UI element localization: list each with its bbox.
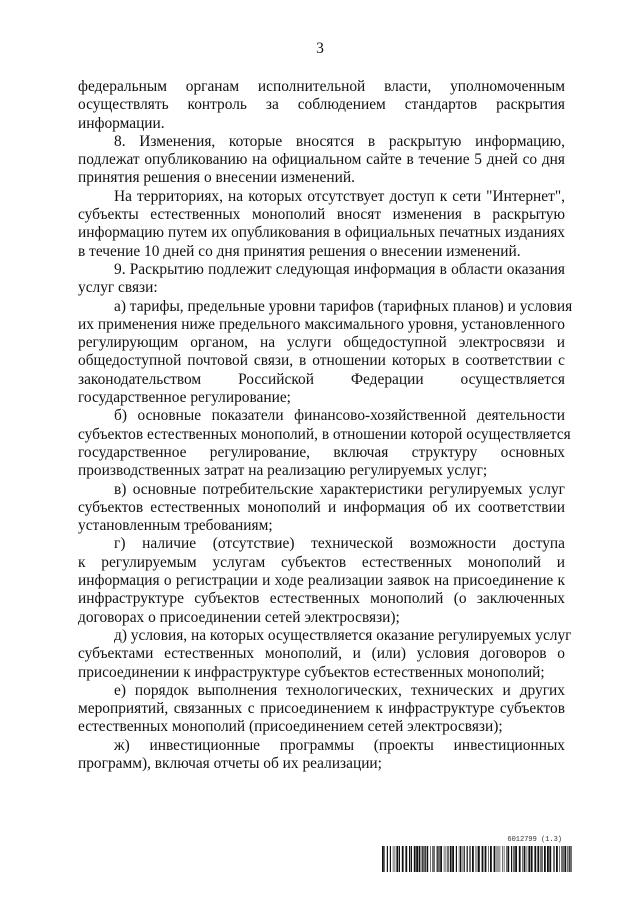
text-line: г) наличие (отсутствие) технической возможности доступа	[114, 535, 565, 553]
paragraph	[78, 481, 565, 536]
barcode-bar	[502, 846, 503, 872]
barcode-bar	[393, 846, 394, 872]
barcode-bar	[549, 846, 551, 872]
barcode-bar	[395, 846, 396, 872]
paragraph	[78, 737, 565, 774]
paragraph	[78, 682, 565, 737]
barcode-bar	[402, 846, 404, 872]
barcode-bar	[527, 846, 528, 872]
barcode-bar	[405, 846, 407, 872]
text-line: в) основные потребительские характеристики регулируемых услуг	[114, 480, 565, 498]
text-line: их применения ниже предельного максимального уровня, установленного	[78, 315, 565, 333]
barcode-bar	[490, 846, 492, 872]
text-line: субъектами естественных монополий, и (или) условия договоров о	[78, 645, 565, 663]
text-line: информацию путем их опубликования в официальных печатных изданиях	[78, 224, 565, 242]
barcode-bar	[519, 846, 521, 872]
text-line: е) порядок выполнения технологических, технических и других	[114, 681, 565, 699]
barcode-bar	[513, 846, 514, 872]
text-line: в течение 10 дней со дня принятия решения о внесении изменений.	[78, 242, 521, 260]
text-line: 9. Раскрытию подлежит следующая информация в области оказания	[114, 260, 565, 278]
barcode-bar	[469, 846, 470, 872]
barcode-bar	[422, 846, 423, 872]
barcode-bar	[425, 846, 426, 872]
text-line: подлежат опубликованию на официальном сайте в течение 5 дней со дня	[78, 151, 565, 169]
text-line: На территориях, на которых отсутствует доступ к сети "Интернет",	[114, 187, 565, 205]
barcode-bar	[494, 846, 496, 872]
text-line: законодательством Российской Федерации осуществляется	[78, 370, 565, 388]
barcode-bar	[456, 846, 457, 872]
paragraph	[78, 407, 571, 480]
barcode-bar	[430, 846, 431, 872]
barcode-bar	[459, 846, 460, 872]
text-line: субъектов естественных монополий, в отношении которой осуществляется	[78, 425, 571, 443]
text-line: инфраструктуре субъектов естественных монополий (о заключенных	[78, 590, 565, 608]
barcode-bar	[553, 846, 554, 872]
barcode-bar	[506, 846, 507, 872]
text-line: программ), включая отчеты об их реализации;	[78, 754, 382, 772]
paragraph	[78, 188, 565, 261]
page-number: 3	[316, 40, 324, 57]
text-line: производственных затрат на реализацию регулируемых услуг;	[78, 462, 488, 480]
barcode-bar	[511, 846, 512, 872]
barcode-bar	[524, 846, 526, 872]
barcode-bar	[570, 846, 571, 872]
barcode-bar	[507, 846, 509, 872]
barcode-bar	[447, 846, 448, 872]
barcode-bar	[547, 846, 549, 872]
barcode-bar	[470, 846, 471, 872]
barcode-bar	[569, 846, 570, 872]
text-line: информации.	[78, 114, 165, 132]
text-line: субъектов естественных монополий и информация об их соответствии	[78, 498, 565, 516]
barcode-bar	[411, 846, 412, 872]
barcode-bar	[477, 846, 478, 872]
text-line: мероприятий, связанных с присоединением к инфраструктуре субъектов	[78, 700, 565, 718]
text-line: естественных монополий (присоединением сетей электросвязи);	[78, 718, 503, 736]
barcode-bar	[488, 846, 489, 872]
text-line: б) основные показатели финансово-хозяйственной деятельности	[114, 407, 565, 425]
barcode-bar	[384, 846, 385, 872]
text-line: государственное регулирование;	[78, 389, 291, 407]
barcode-bar	[387, 846, 388, 872]
barcode-bar	[472, 846, 474, 872]
text-line: к регулируемым услугам субъектов естественных монополий и	[78, 553, 565, 571]
text-line: услуг связи:	[78, 279, 158, 297]
barcode-bar	[399, 846, 400, 872]
barcode-bar	[559, 846, 560, 872]
text-line: государственное регулирование, включая структуру основных	[78, 443, 565, 461]
barcode-bar	[440, 846, 442, 872]
text-line: договорах о присоединении сетей электросвязи);	[78, 608, 400, 626]
barcode-bar	[467, 846, 468, 872]
barcode-bar	[537, 846, 539, 872]
text-line: регулирующим органом, на услуги общедоступной электросвязи и	[78, 334, 565, 352]
barcode-bar	[544, 846, 546, 872]
barcode-bar	[485, 846, 487, 872]
barcode-bar	[423, 846, 424, 872]
document-body	[78, 78, 573, 773]
barcode-bar	[540, 846, 541, 872]
text-line: принятия решения о внесении изменений.	[78, 169, 355, 187]
paragraph	[78, 261, 565, 298]
barcode-bar	[450, 846, 452, 872]
text-line: субъекты естественных монополий вносят изменения в раскрытую	[78, 206, 565, 224]
barcode-bar	[396, 846, 398, 872]
paragraph	[78, 535, 565, 626]
barcode-bar	[382, 846, 384, 872]
barcode-bar	[452, 846, 454, 872]
text-line: информация о регистрации и ходе реализации заявок на присоединение к	[78, 572, 565, 590]
barcode-image	[382, 846, 572, 872]
barcode-bar	[528, 846, 530, 872]
barcode-bar	[464, 846, 465, 872]
barcode-id: 6012799 (1.3)	[507, 836, 562, 844]
text-line: федеральным органам исполнительной власти, уполномоченным	[78, 78, 565, 95]
barcode-bar	[542, 846, 543, 872]
barcode-bar	[434, 846, 435, 872]
text-line: осуществлять контроль за соблюдением стандартов раскрытия	[78, 96, 565, 114]
barcode-bar	[446, 846, 447, 872]
barcode-bar	[460, 846, 461, 872]
text-line: а) тарифы, предельные уровни тарифов (тарифных планов) и условия	[114, 297, 573, 315]
text-line: д) условия, на которых осуществляется оказание регулируемых услуг	[114, 626, 572, 644]
barcode-bar	[438, 846, 439, 872]
barcode-bar	[427, 846, 428, 872]
barcode-bar	[409, 846, 410, 872]
barcode-bar	[498, 846, 499, 872]
barcode-bar	[476, 846, 477, 872]
text-line: ж) инвестиционные программы (проекты инвестиционных	[114, 736, 565, 754]
barcode-bar	[390, 846, 391, 872]
barcode-bar	[563, 846, 564, 872]
barcode-bar	[564, 846, 566, 872]
barcode-bar	[419, 846, 421, 872]
barcode-bar	[567, 846, 568, 872]
barcode-bar	[500, 846, 501, 872]
barcode-bar	[432, 846, 433, 872]
text-line: присоединении к инфраструктуре субъектов естественных монополий;	[78, 663, 545, 681]
barcode-bar	[515, 846, 517, 872]
barcode-bar	[497, 846, 498, 872]
barcode-bar	[444, 846, 445, 872]
barcode-bar	[556, 846, 558, 872]
paragraph	[78, 297, 573, 408]
barcode-bar	[437, 846, 438, 872]
barcode-bar	[416, 846, 418, 872]
barcode-bar	[531, 846, 533, 872]
barcode-bar	[414, 846, 416, 872]
paragraph	[78, 133, 565, 188]
barcode-bar	[504, 846, 505, 872]
barcode-bar	[554, 846, 555, 872]
barcode-bar	[478, 846, 480, 872]
text-line: 8. Изменения, которые вносятся в раскрытую информацию,	[114, 132, 565, 150]
paragraph	[78, 78, 565, 133]
barcode-bar	[462, 846, 463, 872]
barcode-bar	[561, 846, 562, 872]
barcode-bar	[534, 846, 536, 872]
barcode-bar	[522, 846, 523, 872]
text-line: общедоступной почтовой связи, в отношении которых в соответствии с	[78, 352, 565, 370]
paragraph	[78, 626, 572, 682]
barcode-bar	[482, 846, 484, 872]
text-line: установленным требованиям;	[78, 517, 273, 535]
